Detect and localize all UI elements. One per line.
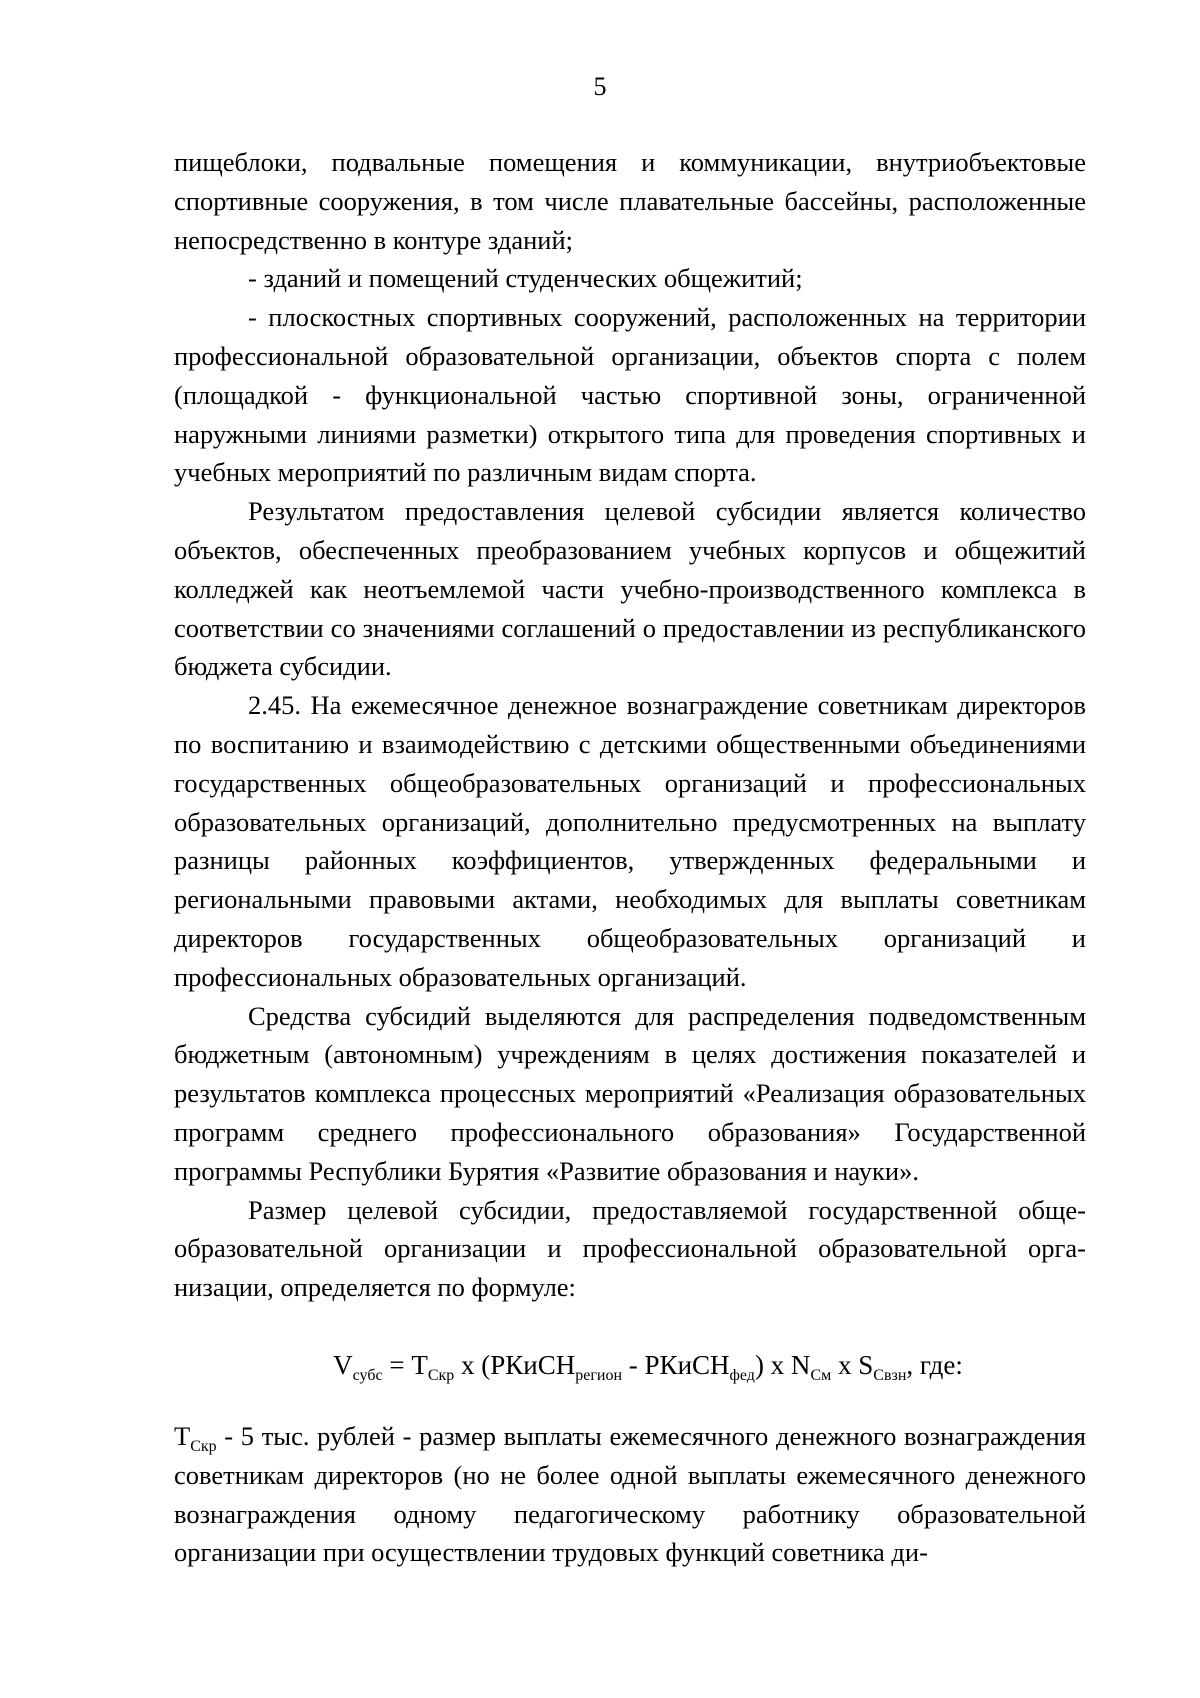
formula-fed-subscript: фед (729, 1366, 755, 1384)
definition-tskr (174, 1417, 1086, 1572)
formula-rkisn: x (РКиСН (454, 1349, 576, 1380)
paragraph-continuation: пищеблоки, подвальные помещения и коммуникации, внутриобъектовые спортивные сооружения, в том числе плавательные бассейны, расположенные непосредственно в контуре зданий; (174, 147, 1086, 255)
formula-times-s: x S (831, 1349, 874, 1380)
definition-symbol: T (174, 1420, 191, 1451)
definition-text: - 5 тыс. рублей - размер выплаты ежемесячного денежного вознаграждения советникам директоров (но не более одной выплаты ежемесячного денежного вознаграждения одному педагогическому работнику образовательной организации при осуществлении трудовых функций советника ди- (174, 1420, 1086, 1568)
paragraph-subsidy-result: Результатом предоставления целевой субсидии является количество объектов, обеспеченных преобразованием учебных корпусов и общежитий колледжей как неотъемлемой части учебно-производственного комплекса в соответствии со значениями соглашений о предоставлении из республиканского бюджета субсидии. (174, 496, 1086, 682)
paragraph-subsidy-size: Размер целевой субсидии, предоставляемой государственной общеобразовательной организации и профессиональной образовательной организации, определяется по формуле: (174, 1194, 1086, 1303)
formula-region-subscript: регион (575, 1366, 623, 1384)
definition-symbol-subscript: Скр (190, 1437, 217, 1455)
page-number: 5 (593, 72, 607, 101)
formula-t-subscript: Скр (427, 1366, 455, 1384)
formula-v-subscript: субс (352, 1366, 383, 1384)
document-body (174, 143, 1086, 1572)
formula-equals: = (382, 1349, 412, 1380)
list-item-dormitories: - зданий и помещений студенческих общежитий; (248, 263, 803, 294)
formula-s-subscript: Свзн (873, 1366, 907, 1384)
formula-t: T (411, 1349, 428, 1380)
formula-n-subscript: См (810, 1366, 832, 1384)
subsidy-formula (174, 1345, 1086, 1385)
paragraph-section-2-45: 2.45. На ежемесячное денежное вознаграждение советникам директоров по воспитанию и взаимодействию с детскими общественными объединениями государственных общеобразовательных организаций и профессиональных образовательных организаций, дополнительно предусмотренных на выплату разницы районных коэффициентов, утвержденных федеральными и региональными правовыми актами, необходимых для выплаты советникам директоров государственных общеобразовательных организаций и профессиональных образовательных организаций. (174, 690, 1086, 992)
formula-minus-rkisn: - РКиСН (622, 1349, 730, 1380)
formula-times-n: ) x N (754, 1349, 811, 1380)
paragraph-subsidy-funds: Средства субсидий выделяются для распределения подведомственным бюджетным (автономным) учреждениям в целях достижения показателей и результатов комплекса процессных мероприятий «Реализация образовательных программ среднего профессионального образования» Государственной программы Республики Бурятия «Развитие образования и науки». (174, 1000, 1086, 1186)
formula-v: V (333, 1349, 353, 1380)
formula-tail: , где: (906, 1349, 963, 1380)
list-item-sports-facilities: - плоскостных спортивных сооружений, расположенных на территории профессиональной образовательной организации, объектов спорта с полем (площадкой - функциональной частью спортивной зоны, ограниченной наружными линиями разметки) открытого типа для проведения спортивных и учебных мероприятий по различным видам спорта. (174, 302, 1086, 488)
